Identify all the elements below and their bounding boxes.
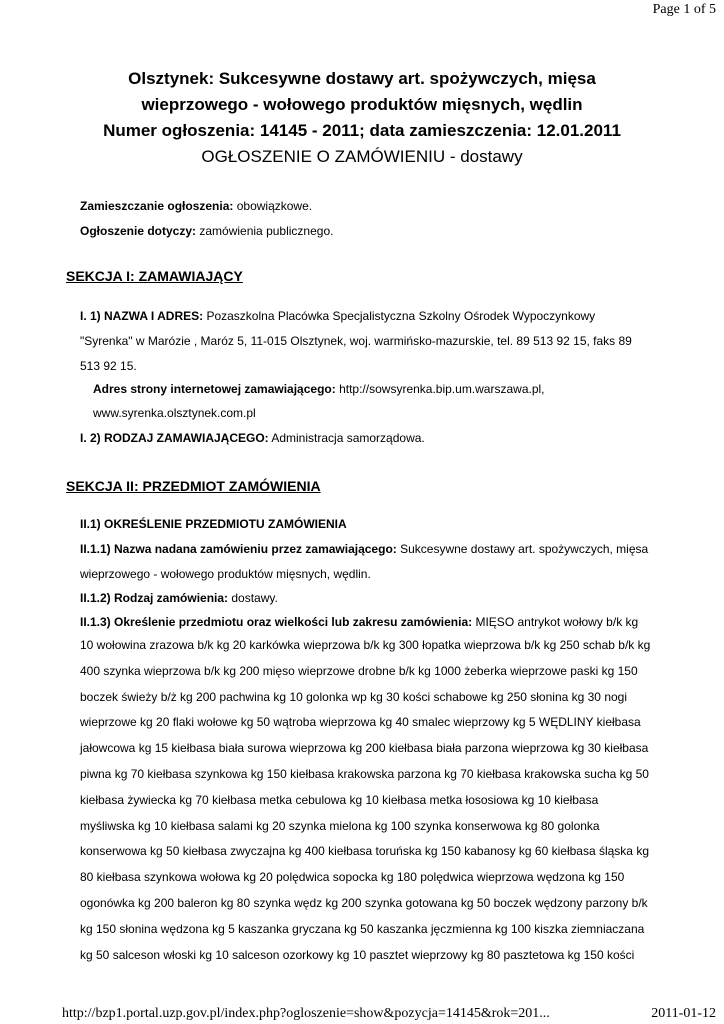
- ii12-value: dostawy.: [228, 591, 278, 605]
- info-dotyczy: [80, 224, 333, 238]
- ii13-label: II.1.3) Określenie przedmiotu oraz wielkości lub zakresu zamówienia:: [80, 615, 473, 629]
- ii13-okreslenie: [80, 615, 638, 629]
- order-line: piwna kg 70 kiełbasa szynkowa kg 150 kiełbasa krakowska parzona kg 70 kiełbasa krakowska sucha kg 50: [80, 766, 649, 781]
- order-line: wieprzowe kg 20 flaki wołowe kg 50 wątroba wieprzowa kg 40 smalec wieprzowy kg 5 WĘDLINY kiełbasa: [80, 715, 641, 730]
- footer-url: http://bzp1.portal.uzp.gov.pl/index.php?ogloszenie=show&pozycja=14145&rok=201...: [62, 1006, 550, 1021]
- ii11-label: II.1.1) Nazwa nadana zamówieniu przez zamawiającego:: [80, 542, 397, 556]
- www-value: http://sowsyrenka.bip.um.warszawa.pl,: [335, 382, 545, 396]
- order-items-text: [80, 633, 660, 968]
- ii11-line-2: wieprzowego - wołowego produktów mięsnych, wędlin.: [80, 567, 371, 581]
- title-line-3: Numer ogłoszenia: 14145 - 2011; data zamieszczenia: 12.01.2011: [103, 121, 621, 140]
- info-dotyczy-label: Ogłoszenie dotyczy:: [80, 224, 197, 238]
- nazwa-adres: [80, 309, 595, 323]
- order-line: jałowcowa kg 15 kiełbasa biała surowa wieprzowa kg 200 kiełbasa biała parzona wieprzowa kg 30 kiełbasa: [80, 741, 649, 756]
- info-zamieszczanie: [80, 199, 312, 213]
- info-zamieszczanie-label: Zamieszczanie ogłoszenia:: [80, 199, 234, 213]
- ii1-heading: [80, 517, 347, 531]
- order-line: ogonówka kg 200 baleron kg 80 szynka wędz kg 200 szynka gotowana kg 50 boczek wędzony parzony b/k: [80, 895, 648, 910]
- www-label: Adres strony internetowej zamawiającego:: [93, 382, 336, 396]
- section-2-heading: SEKCJA II: PRZEDMIOT ZAMÓWIENIA: [66, 478, 321, 494]
- order-line: boczek świeży b/ż kg 200 pachwina kg 10 golonka wp kg 30 kości schabowe kg 250 słonina kg 30 nogi: [80, 689, 628, 704]
- order-line: kiełbasa żywiecka kg 70 kiełbasa metka cebulowa kg 10 kiełbasa metka łososiowa kg 10 kiełbasa: [80, 792, 599, 807]
- page-number: Page 1 of 5: [652, 2, 716, 17]
- nazwa-line-3: 513 92 15.: [80, 359, 137, 373]
- title-line-1: Olsztynek: Sukcesywne dostawy art. spożywczych, mięsa: [128, 69, 596, 88]
- nazwa-line-2: "Syrenka" w Marózie , Maróz 5, 11-015 Olsztynek, woj. warmińsko-mazurskie, tel. 89 513 92 15, faks 89: [80, 334, 632, 348]
- rodzaj-label: I. 2) RODZAJ ZAMAWIAJĄCEGO:: [80, 431, 269, 445]
- info-dotyczy-value: zamówienia publicznego.: [196, 224, 334, 238]
- ii11-value: Sukcesywne dostawy art. spożywczych, mięsa: [396, 542, 649, 556]
- www-line-2: www.syrenka.olsztynek.com.pl: [93, 406, 256, 420]
- nazwa-label: I. 1) NAZWA I ADRES:: [80, 309, 204, 323]
- page-footer: [62, 1006, 716, 1022]
- ii12-label: II.1.2) Rodzaj zamówienia:: [80, 591, 229, 605]
- order-line: konserwowa kg 50 kiełbasa zwyczajna kg 400 kiełbasa toruńska kg 150 kabanosy kg 60 kiełbasa śląska kg: [80, 844, 649, 859]
- rodzaj-zamawiajacego: [80, 431, 425, 445]
- info-zamieszczanie-value: obowiązkowe.: [233, 199, 313, 213]
- order-line: kg 150 słonina wędzona kg 5 kaszanka gryczana kg 50 kaszanka jęczmienna kg 100 kiszka ziemniaczana: [80, 921, 645, 936]
- section-1-heading: SEKCJA I: ZAMAWIAJĄCY: [66, 268, 243, 284]
- order-line: 400 szynka wieprzowa b/k kg 200 mięso wieprzowe drobne b/k kg 1000 żeberka wieprzowe paski kg 150: [80, 663, 638, 678]
- www-address: [93, 382, 545, 396]
- order-line: 10 wołowina zrazowa b/k kg 20 karkówka wieprzowa b/k kg 300 łopatka wieprzowa b/k kg 250 schab b/k kg: [80, 638, 651, 652]
- ii11-nazwa: [80, 542, 648, 556]
- order-line: myśliwska kg 10 kiełbasa salami kg 20 szynka mielona kg 100 szynka konserwowa kg 80 golonka: [80, 818, 600, 833]
- footer-date: 2011-01-12: [651, 1006, 716, 1021]
- title-notice-type: OGŁOSZENIE O ZAMÓWIENIU - dostawy: [201, 147, 523, 166]
- rodzaj-value: Administracja samorządowa.: [268, 431, 425, 445]
- notice-title: [0, 66, 724, 170]
- ii1-label: II.1) OKREŚLENIE PRZEDMIOTU ZAMÓWIENIA: [80, 517, 347, 531]
- ii12-rodzaj: [80, 591, 278, 605]
- title-line-2: wieprzowego - wołowego produktów mięsnych, wędlin: [141, 95, 583, 114]
- ii13-value: MIĘSO antrykot wołowy b/k kg: [472, 615, 639, 629]
- nazwa-line-1: Pozaszkolna Placówka Specjalistyczna Szkolny Ośrodek Wypoczynkowy: [203, 309, 596, 323]
- order-line: 80 kiełbasa szynkowa wołowa kg 20 polędwica sopocka kg 180 polędwica wieprzowa wędzona kg 150: [80, 870, 625, 885]
- order-line: kg 50 salceson włoski kg 10 salceson ozorkowy kg 10 pasztet wieprzowy kg 80 pasztetowa kg 150 kości: [80, 947, 635, 962]
